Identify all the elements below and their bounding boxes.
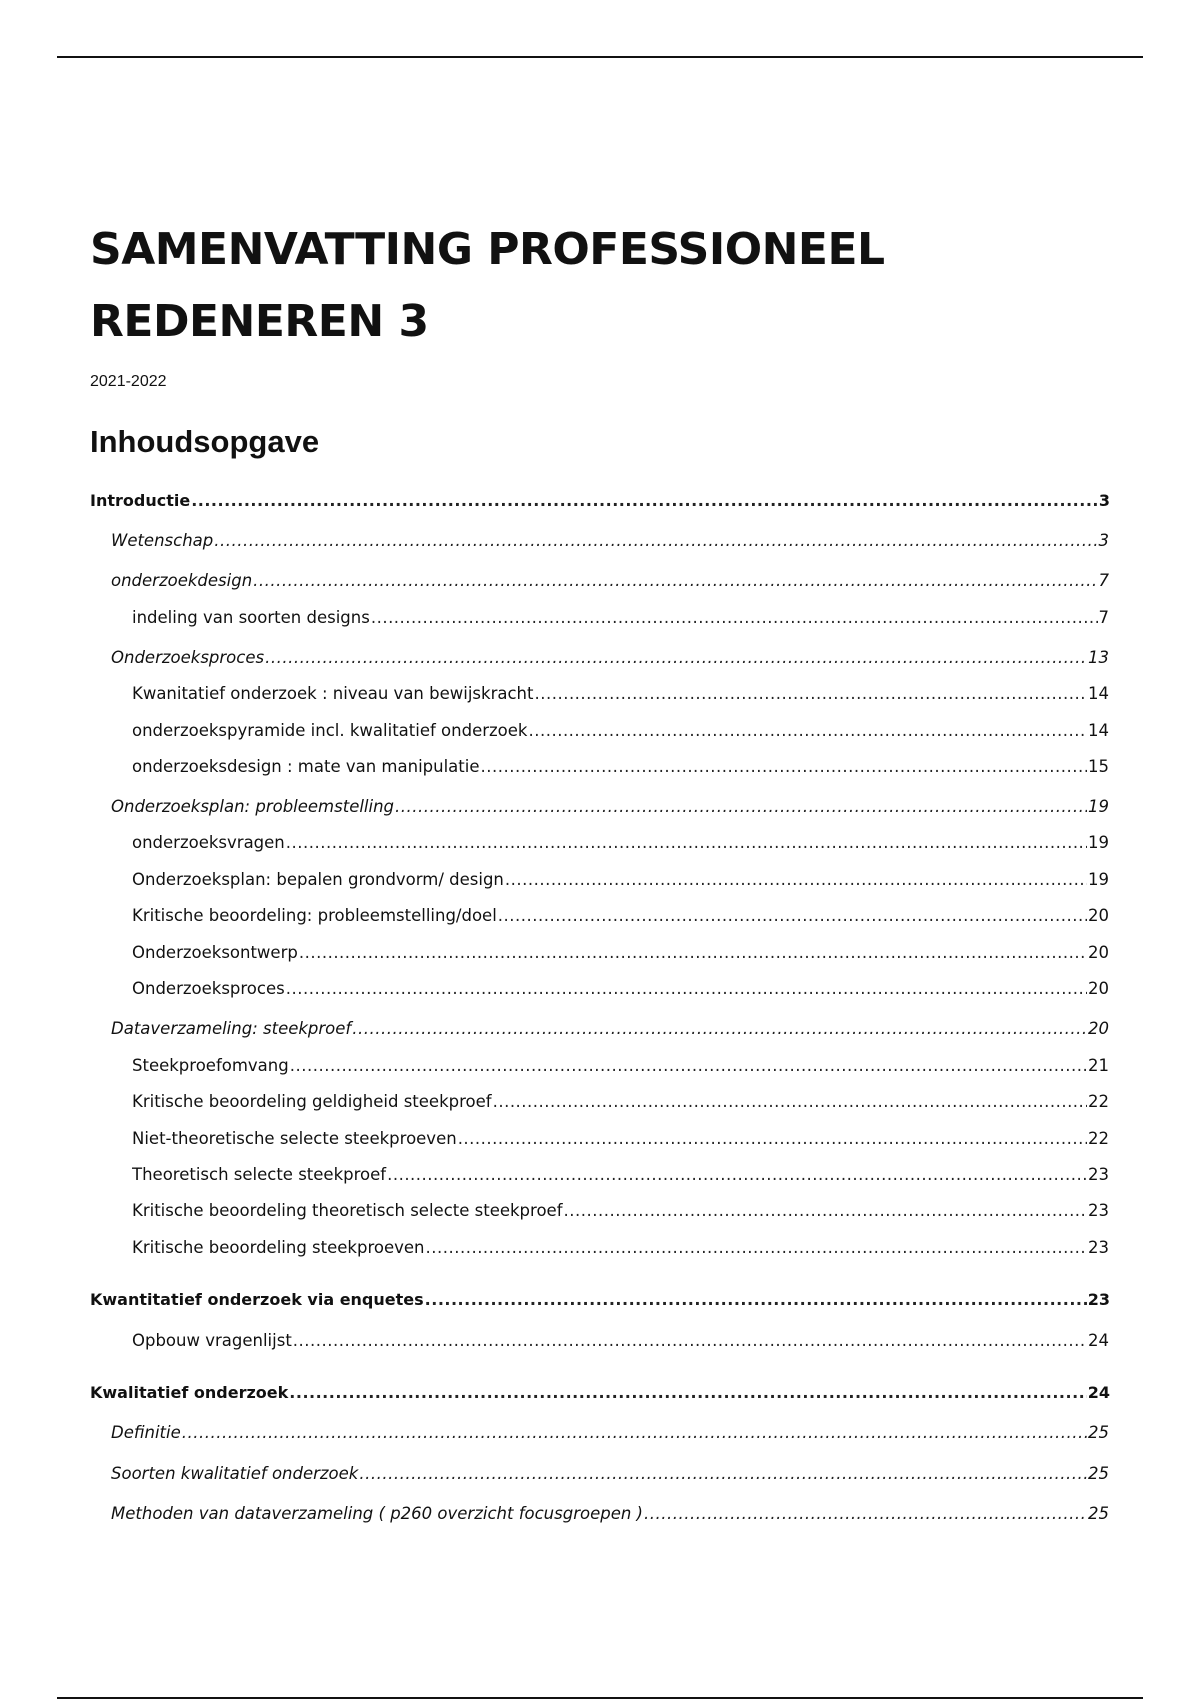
toc-leader	[265, 647, 1087, 669]
toc-leader	[498, 905, 1087, 927]
toc-entry-label: Wetenschap	[111, 531, 214, 550]
toc-entry-page: 3	[1098, 531, 1109, 550]
toc-leader	[286, 832, 1087, 854]
toc-entry-label: Steekproefomvang	[132, 1056, 289, 1075]
document-year: 2021-2022	[90, 373, 167, 390]
toc-leader	[214, 530, 1097, 552]
toc-entry-label: onderzoeksvragen	[132, 833, 285, 852]
toc-leader	[458, 1128, 1087, 1150]
toc-entry-page: 20	[1088, 979, 1109, 998]
toc-entry-label: Kritische beoordeling steekproeven	[132, 1238, 425, 1257]
toc-entry-page: 7	[1098, 571, 1109, 590]
toc-entry[interactable]	[111, 570, 1109, 592]
toc-entry-label: Introductie	[90, 491, 191, 510]
toc-entry[interactable]	[111, 1422, 1109, 1444]
toc-entry[interactable]	[90, 1382, 1110, 1404]
toc-entry-label: Onderzoeksplan: probleemstelling	[111, 797, 395, 816]
toc-entry-page: 24	[1088, 1331, 1109, 1350]
toc-leader	[182, 1422, 1087, 1444]
toc-entry-page: 25	[1088, 1504, 1109, 1523]
toc-entry[interactable]	[132, 1200, 1109, 1222]
toc-entry[interactable]	[132, 607, 1109, 629]
toc-entry-label: Onderzoeksplan: bepalen grondvorm/ design	[132, 870, 504, 889]
toc-entry[interactable]	[90, 1289, 1110, 1311]
toc-entry-label: Dataverzameling: steekproef	[111, 1019, 352, 1038]
toc-entry-page: 22	[1088, 1092, 1109, 1111]
toc-entry-label: Methoden van dataverzameling ( p260 overzicht focusgroepen )	[111, 1504, 643, 1523]
toc-leader	[564, 1200, 1087, 1222]
toc-entry-label: Kwalitatief onderzoek	[90, 1383, 289, 1402]
toc-heading: Inhoudsopgave	[90, 424, 320, 459]
toc-entry[interactable]	[132, 905, 1109, 927]
toc-leader	[191, 490, 1098, 512]
toc-entry-label: Theoretisch selecte steekproef	[132, 1165, 387, 1184]
toc-entry[interactable]	[111, 796, 1109, 818]
toc-entry-page: 23	[1088, 1165, 1109, 1184]
toc-entry[interactable]	[132, 1055, 1109, 1077]
toc-entry[interactable]	[132, 978, 1109, 1000]
toc-entry-page: 13	[1088, 648, 1109, 667]
toc-entry-page: 7	[1098, 608, 1109, 627]
toc-entry-label: onderzoekdesign	[111, 571, 253, 590]
toc-entry[interactable]	[111, 530, 1109, 552]
toc-entry[interactable]	[111, 647, 1109, 669]
toc-leader	[387, 1164, 1087, 1186]
toc-leader	[293, 1330, 1087, 1352]
toc-entry-label: Onderzoeksproces	[111, 648, 265, 667]
toc-leader	[534, 683, 1087, 705]
toc-entry-label: Kritische beoordeling theoretisch selecte steekproef	[132, 1201, 563, 1220]
toc-leader	[286, 978, 1087, 1000]
toc-entry[interactable]	[132, 683, 1109, 705]
toc-entry[interactable]	[132, 756, 1109, 778]
toc-entry-label: Kritische beoordeling geldigheid steekproef	[132, 1092, 492, 1111]
toc-leader	[528, 720, 1087, 742]
toc-entry-label: Soorten kwalitatief onderzoek	[111, 1464, 359, 1483]
document-title: SAMENVATTING PROFESSIONEEL REDENEREN 3	[90, 224, 885, 347]
toc-leader	[359, 1463, 1087, 1485]
toc-entry-page: 23	[1087, 1290, 1110, 1309]
toc-entry-label: indeling van soorten designs	[132, 608, 370, 627]
toc-entry-label: Kwanitatief onderzoek : niveau van bewijskracht	[132, 684, 534, 703]
toc-entry[interactable]	[132, 1164, 1109, 1186]
toc-entry-page: 20	[1088, 943, 1109, 962]
toc-entry[interactable]	[111, 1018, 1109, 1040]
toc-entry-page: 25	[1088, 1464, 1109, 1483]
toc-entry-page: 3	[1098, 491, 1110, 510]
toc-entry-page: 24	[1087, 1383, 1110, 1402]
toc-entry-page: 25	[1088, 1423, 1109, 1442]
toc-entry-label: Definitie	[111, 1423, 181, 1442]
toc-entry-label: Kwantitatief onderzoek via enquetes	[90, 1290, 424, 1309]
toc-entry[interactable]	[132, 942, 1109, 964]
toc-entry-page: 20	[1088, 1019, 1109, 1038]
toc-leader	[371, 607, 1098, 629]
toc-entry[interactable]	[132, 720, 1109, 742]
toc-entry-page: 23	[1088, 1238, 1109, 1257]
toc-entry-page: 19	[1088, 870, 1109, 889]
toc-leader	[505, 869, 1087, 891]
toc-entry-page: 22	[1088, 1129, 1109, 1148]
toc-entry[interactable]	[111, 1503, 1109, 1525]
toc-leader	[352, 1018, 1087, 1040]
toc-leader	[253, 570, 1097, 592]
toc-leader	[481, 756, 1088, 778]
toc-entry-label: Niet-theoretische selecte steekproeven	[132, 1129, 457, 1148]
toc-entry-label: Kritische beoordeling: probleemstelling/doel	[132, 906, 497, 925]
toc-entry[interactable]	[111, 1463, 1109, 1485]
toc-entry-page: 14	[1088, 684, 1109, 703]
toc-entry-page: 23	[1088, 1201, 1109, 1220]
toc-entry-page: 19	[1088, 797, 1109, 816]
toc-entry[interactable]	[90, 490, 1110, 512]
toc-entry[interactable]	[132, 1128, 1109, 1150]
toc-entry[interactable]	[132, 1330, 1109, 1352]
toc-leader	[644, 1503, 1087, 1525]
toc-entry-page: 15	[1088, 757, 1109, 776]
toc-entry-page: 14	[1088, 721, 1109, 740]
toc-entry-label: Onderzoeksproces	[132, 979, 285, 998]
toc-entry-label: onderzoekspyramide incl. kwalitatief onderzoek	[132, 721, 528, 740]
toc-entry-page: 19	[1088, 833, 1109, 852]
toc-entry-page: 21	[1088, 1056, 1109, 1075]
toc-leader	[395, 796, 1087, 818]
toc-entry[interactable]	[132, 1237, 1109, 1259]
toc-leader	[290, 1055, 1087, 1077]
toc-leader	[425, 1237, 1087, 1259]
toc-entry[interactable]	[132, 869, 1109, 891]
toc-leader	[493, 1091, 1087, 1113]
toc-leader	[299, 942, 1087, 964]
toc-entry[interactable]	[132, 832, 1109, 854]
toc-entry-label: onderzoeksdesign : mate van manipulatie	[132, 757, 480, 776]
toc-entry-label: Opbouw vragenlijst	[132, 1331, 292, 1350]
toc-entry[interactable]	[132, 1091, 1109, 1113]
toc-entry-label: Onderzoeksontwerp	[132, 943, 298, 962]
footer-rule	[57, 1697, 1143, 1699]
toc-entry-page: 20	[1088, 906, 1109, 925]
toc-leader	[425, 1289, 1087, 1311]
toc-leader	[289, 1382, 1086, 1404]
